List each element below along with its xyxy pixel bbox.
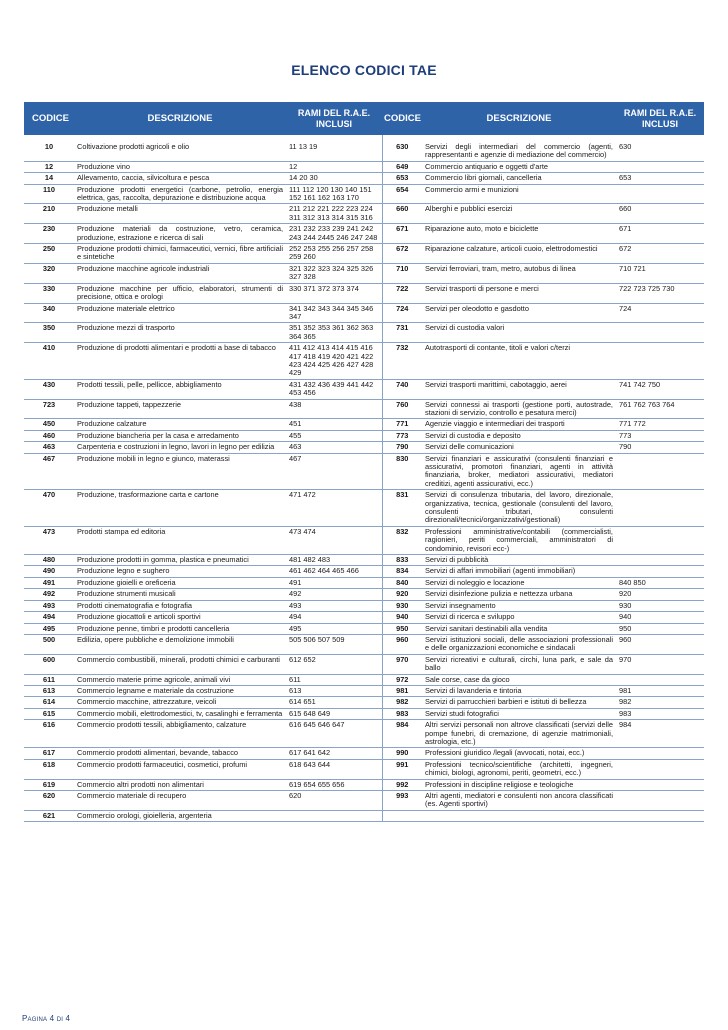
code-left-cell: 493 bbox=[24, 600, 74, 611]
code-right-cell: 830 bbox=[382, 453, 422, 490]
code-right-cell: 671 bbox=[382, 224, 422, 244]
code-right-cell: 740 bbox=[382, 379, 422, 399]
code-left-cell: 480 bbox=[24, 555, 74, 566]
code-right-cell: 972 bbox=[382, 674, 422, 685]
rami-left-cell: 620 bbox=[286, 791, 382, 811]
rami-left-cell: 330 371 372 373 374 bbox=[286, 283, 382, 303]
description-right-cell: Riparazione auto, moto e biciclette bbox=[422, 224, 616, 244]
code-left-cell: 210 bbox=[24, 204, 74, 224]
code-left-cell: 621 bbox=[24, 810, 74, 821]
rami-right-cell bbox=[616, 555, 704, 566]
code-right-cell: 982 bbox=[382, 697, 422, 708]
description-left-cell: Produzione materiale elettrico bbox=[74, 303, 286, 323]
rami-right-cell: 630 bbox=[616, 135, 704, 161]
rami-right-cell bbox=[616, 343, 704, 380]
description-left-cell: Produzione vino bbox=[74, 161, 286, 172]
rami-right-cell bbox=[616, 184, 704, 204]
rami-left-cell: 411 412 413 414 415 416 417 418 419 420 421 422 423 424 425 426 427 428 429 bbox=[286, 343, 382, 380]
description-right-cell: Servizi di affari immobiliari (agenti immobiliari) bbox=[422, 566, 616, 577]
rami-right-cell: 950 bbox=[616, 623, 704, 634]
description-right-cell: Servizi di noleggio e locazione bbox=[422, 577, 616, 588]
rami-right-cell: 653 bbox=[616, 173, 704, 184]
description-right-cell: Commercio armi e munizioni bbox=[422, 184, 616, 204]
table-row bbox=[24, 184, 704, 204]
code-right-cell: 831 bbox=[382, 490, 422, 527]
rami-left-cell: 341 342 343 344 345 346 347 bbox=[286, 303, 382, 323]
table-row bbox=[24, 283, 704, 303]
header-rami-line2: INCLUSI bbox=[642, 118, 678, 129]
description-right-cell: Servizi di lavanderia e tintoria bbox=[422, 685, 616, 696]
rami-left-cell: 491 bbox=[286, 577, 382, 588]
codes-table bbox=[24, 102, 704, 822]
rami-left-cell: 615 648 649 bbox=[286, 708, 382, 719]
rami-left-cell: 495 bbox=[286, 623, 382, 634]
table-row bbox=[24, 244, 704, 264]
code-right-cell: 991 bbox=[382, 759, 422, 779]
rami-right-cell bbox=[616, 810, 704, 821]
rami-right-cell: 982 bbox=[616, 697, 704, 708]
description-left-cell: Produzione, trasformazione carta e cartone bbox=[74, 490, 286, 527]
description-left-cell: Produzione mobili in legno e giunco, materassi bbox=[74, 453, 286, 490]
rami-right-cell: 984 bbox=[616, 720, 704, 748]
description-right-cell: Altri servizi personali non altrove classificati (servizi delle pompe funebri, di cremazione, di agenzie matrimoniali, astrologia, etc.) bbox=[422, 720, 616, 748]
table-row bbox=[24, 634, 704, 654]
description-left-cell: Commercio altri prodotti non alimentari bbox=[74, 779, 286, 790]
table-row bbox=[24, 810, 704, 821]
rami-right-cell: 960 bbox=[616, 634, 704, 654]
description-left-cell: Produzione giocattoli e articoli sportivi bbox=[74, 612, 286, 623]
header-rami-left bbox=[286, 102, 382, 135]
description-left-cell: Prodotti tessili, pelle, pellicce, abbigliamento bbox=[74, 379, 286, 399]
rami-left-cell: 612 652 bbox=[286, 654, 382, 674]
table-row bbox=[24, 708, 704, 719]
description-left-cell: Carpenteria e costruzioni in legno, lavori in legno per edilizia bbox=[74, 442, 286, 453]
rami-left-cell: 14 20 30 bbox=[286, 173, 382, 184]
description-left-cell: Commercio combustibili, minerali, prodotti chimici e carburanti bbox=[74, 654, 286, 674]
code-left-cell: 616 bbox=[24, 720, 74, 748]
code-right-cell: 840 bbox=[382, 577, 422, 588]
code-left-cell: 250 bbox=[24, 244, 74, 264]
rami-left-cell: 481 482 483 bbox=[286, 555, 382, 566]
rami-left-cell: 616 645 646 647 bbox=[286, 720, 382, 748]
code-right-cell: 981 bbox=[382, 685, 422, 696]
description-left-cell: Commercio legname e materiale da costruzione bbox=[74, 685, 286, 696]
description-left-cell: Commercio macchine, attrezzature, veicoli bbox=[74, 697, 286, 708]
code-left-cell: 320 bbox=[24, 263, 74, 283]
rami-right-cell: 724 bbox=[616, 303, 704, 323]
code-right-cell: 724 bbox=[382, 303, 422, 323]
description-left-cell: Commercio materiale di recupero bbox=[74, 791, 286, 811]
rami-left-cell: 455 bbox=[286, 430, 382, 441]
code-left-cell: 467 bbox=[24, 453, 74, 490]
rami-left-cell: 12 bbox=[286, 161, 382, 172]
table-row bbox=[24, 379, 704, 399]
description-right-cell: Servizi di ricerca e sviluppo bbox=[422, 612, 616, 623]
table-row bbox=[24, 442, 704, 453]
rami-left-cell: 492 bbox=[286, 589, 382, 600]
code-right-cell: 630 bbox=[382, 135, 422, 161]
rami-left-cell: 493 bbox=[286, 600, 382, 611]
table-row bbox=[24, 526, 704, 554]
description-right-cell: Servizi connessi ai trasporti (gestione porti, autostrade, stazioni di servizio, controllo e pesatura merci) bbox=[422, 399, 616, 419]
description-right-cell: Servizi di custodia e deposito bbox=[422, 430, 616, 441]
rami-right-cell: 722 723 725 730 bbox=[616, 283, 704, 303]
description-left-cell: Produzione materiali da costruzione, vetro, ceramica, produzione, estrazione e ricerca di sali bbox=[74, 224, 286, 244]
table-row bbox=[24, 490, 704, 527]
description-right-cell: Servizi ricreativi e culturali, circhi, luna park, e sale da ballo bbox=[422, 654, 616, 674]
rami-left-cell: 321 322 323 324 325 326 327 328 bbox=[286, 263, 382, 283]
table-row bbox=[24, 135, 704, 161]
code-right-cell: 834 bbox=[382, 566, 422, 577]
rami-right-cell: 983 bbox=[616, 708, 704, 719]
table-row bbox=[24, 555, 704, 566]
page-title: ELENCO CODICI TAE bbox=[291, 62, 437, 78]
rami-right-cell: 940 bbox=[616, 612, 704, 623]
code-right-cell: 992 bbox=[382, 779, 422, 790]
rami-right-cell: 970 bbox=[616, 654, 704, 674]
code-left-cell: 410 bbox=[24, 343, 74, 380]
table-row bbox=[24, 224, 704, 244]
table-row bbox=[24, 343, 704, 380]
table-row bbox=[24, 612, 704, 623]
header-rami-right bbox=[616, 102, 704, 135]
rami-right-cell: 930 bbox=[616, 600, 704, 611]
rami-right-cell bbox=[616, 161, 704, 172]
description-right-cell: Commercio antiquario e oggetti d'arte bbox=[422, 161, 616, 172]
rami-right-cell: 920 bbox=[616, 589, 704, 600]
code-left-cell: 614 bbox=[24, 697, 74, 708]
code-left-cell: 330 bbox=[24, 283, 74, 303]
rami-right-cell: 981 bbox=[616, 685, 704, 696]
description-right-cell: Servizi di pubblicità bbox=[422, 555, 616, 566]
table-row bbox=[24, 674, 704, 685]
description-right-cell: Servizi sanitari destinabili alla vendita bbox=[422, 623, 616, 634]
description-right-cell: Servizi per oleodotto e gasdotto bbox=[422, 303, 616, 323]
code-left-cell: 12 bbox=[24, 161, 74, 172]
code-right-cell: 790 bbox=[382, 442, 422, 453]
code-left-cell: 600 bbox=[24, 654, 74, 674]
header-description-left: DESCRIZIONE bbox=[74, 102, 286, 135]
code-right-cell: 771 bbox=[382, 419, 422, 430]
description-left-cell: Produzione prodotti energetici (carbone, petrolio, energia elettrica, gas, raccolta, depurazione e distribuzione acqua bbox=[74, 184, 286, 204]
code-left-cell: 350 bbox=[24, 323, 74, 343]
description-left-cell: Produzione macchine per ufficio, elaboratori, strumenti di precisione, ottica e orologi bbox=[74, 283, 286, 303]
rami-left-cell: 505 506 507 509 bbox=[286, 634, 382, 654]
description-right-cell: Commercio libri giornali, cancelleria bbox=[422, 173, 616, 184]
description-right-cell: Servizi istituzioni sociali, delle associazioni professionali e delle organizzazioni economiche e sindacali bbox=[422, 634, 616, 654]
code-left-cell: 723 bbox=[24, 399, 74, 419]
table-row bbox=[24, 453, 704, 490]
table-row bbox=[24, 173, 704, 184]
description-left-cell: Produzione calzature bbox=[74, 419, 286, 430]
code-left-cell: 473 bbox=[24, 526, 74, 554]
code-left-cell: 495 bbox=[24, 623, 74, 634]
code-left-cell: 620 bbox=[24, 791, 74, 811]
table-row bbox=[24, 303, 704, 323]
description-left-cell: Produzione macchine agricole industriali bbox=[74, 263, 286, 283]
code-left-cell: 10 bbox=[24, 135, 74, 161]
table-row bbox=[24, 577, 704, 588]
code-left-cell: 618 bbox=[24, 759, 74, 779]
code-right-cell: 950 bbox=[382, 623, 422, 634]
description-right-cell: Sale corse, case da gioco bbox=[422, 674, 616, 685]
description-right-cell: Servizi delle comunicazioni bbox=[422, 442, 616, 453]
description-right-cell: Autotrasporti di contante, titoli e valori c/terzi bbox=[422, 343, 616, 380]
table-row bbox=[24, 161, 704, 172]
rami-left-cell: 111 112 120 130 140 151 152 161 162 163 170 bbox=[286, 184, 382, 204]
rami-left-cell: 351 352 353 361 362 363 364 365 bbox=[286, 323, 382, 343]
table-row bbox=[24, 600, 704, 611]
code-left-cell: 230 bbox=[24, 224, 74, 244]
description-right-cell: Alberghi e pubblici esercizi bbox=[422, 204, 616, 224]
description-left-cell: Commercio mobili, elettrodomestici, tv, casalinghi e ferramenta bbox=[74, 708, 286, 719]
header-rami-line1: RAMI DEL R.A.E. bbox=[623, 107, 697, 118]
table-row bbox=[24, 263, 704, 283]
code-right-cell: 660 bbox=[382, 204, 422, 224]
code-left-cell: 14 bbox=[24, 173, 74, 184]
code-left-cell: 430 bbox=[24, 379, 74, 399]
description-right-cell: Servizi ferroviari, tram, metro, autobus di linea bbox=[422, 263, 616, 283]
code-left-cell: 110 bbox=[24, 184, 74, 204]
description-right-cell: Servizi di custodia valori bbox=[422, 323, 616, 343]
rami-left-cell: 619 654 655 656 bbox=[286, 779, 382, 790]
rami-left-cell: 471 472 bbox=[286, 490, 382, 527]
rami-right-cell bbox=[616, 791, 704, 811]
rami-left-cell: 611 bbox=[286, 674, 382, 685]
code-left-cell: 490 bbox=[24, 566, 74, 577]
rami-right-cell: 761 762 763 764 bbox=[616, 399, 704, 419]
rami-right-cell: 710 721 bbox=[616, 263, 704, 283]
table-row bbox=[24, 430, 704, 441]
code-right-cell: 731 bbox=[382, 323, 422, 343]
description-right-cell: Agenzie viaggio e intermediari dei trasporti bbox=[422, 419, 616, 430]
code-right-cell: 920 bbox=[382, 589, 422, 600]
description-left-cell: Produzione mezzi di trasporto bbox=[74, 323, 286, 343]
rami-left-cell: 617 641 642 bbox=[286, 748, 382, 759]
rami-right-cell bbox=[616, 566, 704, 577]
header-rami-line2: INCLUSI bbox=[316, 118, 352, 129]
table-row bbox=[24, 204, 704, 224]
rami-right-cell: 771 772 bbox=[616, 419, 704, 430]
code-right-cell: 990 bbox=[382, 748, 422, 759]
description-left-cell: Produzione di prodotti alimentari e prodotti a base di tabacco bbox=[74, 343, 286, 380]
table-row bbox=[24, 759, 704, 779]
rami-right-cell bbox=[616, 759, 704, 779]
description-left-cell: Produzione metalli bbox=[74, 204, 286, 224]
table-row bbox=[24, 685, 704, 696]
header-description-right: DESCRIZIONE bbox=[422, 102, 616, 135]
rami-right-cell bbox=[616, 779, 704, 790]
table-row bbox=[24, 654, 704, 674]
header-code-right: CODICE bbox=[382, 102, 422, 135]
description-right-cell: Servizi studi fotografici bbox=[422, 708, 616, 719]
rami-left-cell: 11 13 19 bbox=[286, 135, 382, 161]
rami-right-cell bbox=[616, 674, 704, 685]
table-row bbox=[24, 791, 704, 811]
rami-right-cell: 672 bbox=[616, 244, 704, 264]
code-right-cell: 833 bbox=[382, 555, 422, 566]
description-right-cell: Professioni in discipline religiose e teologiche bbox=[422, 779, 616, 790]
table-row bbox=[24, 323, 704, 343]
description-left-cell: Edilizia, opere pubbliche e demolizione immobili bbox=[74, 634, 286, 654]
code-left-cell: 450 bbox=[24, 419, 74, 430]
rami-left-cell bbox=[286, 810, 382, 821]
rami-right-cell bbox=[616, 490, 704, 527]
description-left-cell: Produzione prodotti chimici, farmaceutici, vernici, fibre artificiali e sintetiche bbox=[74, 244, 286, 264]
code-right-cell: 940 bbox=[382, 612, 422, 623]
code-right-cell: 722 bbox=[382, 283, 422, 303]
rami-right-cell bbox=[616, 526, 704, 554]
code-left-cell: 340 bbox=[24, 303, 74, 323]
code-right-cell: 654 bbox=[382, 184, 422, 204]
code-right-cell bbox=[382, 810, 422, 821]
rami-right-cell bbox=[616, 453, 704, 490]
table-row bbox=[24, 779, 704, 790]
description-right-cell: Altri agenti, mediatori e consulenti non ancora classificati (es. Agenti sportivi) bbox=[422, 791, 616, 811]
table-row bbox=[24, 566, 704, 577]
code-right-cell: 970 bbox=[382, 654, 422, 674]
rami-right-cell: 840 850 bbox=[616, 577, 704, 588]
code-left-cell: 613 bbox=[24, 685, 74, 696]
description-left-cell: Produzione legno e sughero bbox=[74, 566, 286, 577]
description-left-cell: Produzione prodotti in gomma, plastica e pneumatici bbox=[74, 555, 286, 566]
code-left-cell: 494 bbox=[24, 612, 74, 623]
rami-left-cell: 211 212 221 222 223 224 311 312 313 314 315 316 bbox=[286, 204, 382, 224]
rami-left-cell: 252 253 255 256 257 258 259 260 bbox=[286, 244, 382, 264]
description-left-cell: Produzione tappeti, tappezzerie bbox=[74, 399, 286, 419]
code-left-cell: 491 bbox=[24, 577, 74, 588]
page-footer: Pagina 4 di 4 bbox=[22, 1014, 71, 1023]
rami-left-cell: 431 432 436 439 441 442 453 456 bbox=[286, 379, 382, 399]
code-left-cell: 619 bbox=[24, 779, 74, 790]
rami-left-cell: 473 474 bbox=[286, 526, 382, 554]
code-right-cell: 710 bbox=[382, 263, 422, 283]
table-row bbox=[24, 623, 704, 634]
code-left-cell: 463 bbox=[24, 442, 74, 453]
rami-left-cell: 618 643 644 bbox=[286, 759, 382, 779]
description-left-cell: Produzione penne, timbri e prodotti cancelleria bbox=[74, 623, 286, 634]
code-right-cell: 983 bbox=[382, 708, 422, 719]
code-left-cell: 492 bbox=[24, 589, 74, 600]
code-right-cell: 984 bbox=[382, 720, 422, 748]
rami-left-cell: 231 232 233 239 241 242 243 244 2445 246 247 248 bbox=[286, 224, 382, 244]
code-right-cell: 732 bbox=[382, 343, 422, 380]
description-left-cell: Allevamento, caccia, silvicoltura e pesca bbox=[74, 173, 286, 184]
header-code-left: CODICE bbox=[24, 102, 74, 135]
description-left-cell: Commercio orologi, gioielleria, argenteria bbox=[74, 810, 286, 821]
description-left-cell: Commercio materie prime agricole, animali vivi bbox=[74, 674, 286, 685]
rami-left-cell: 467 bbox=[286, 453, 382, 490]
code-left-cell: 617 bbox=[24, 748, 74, 759]
table-header-row bbox=[24, 102, 704, 135]
code-right-cell: 672 bbox=[382, 244, 422, 264]
description-left-cell: Prodotti cinematografia e fotografia bbox=[74, 600, 286, 611]
code-left-cell: 500 bbox=[24, 634, 74, 654]
description-right-cell: Professioni tecnico/scientifiche (architetti, ingegneri, chimici, biologi, agronomi, periti, geometri, ecc.) bbox=[422, 759, 616, 779]
rami-left-cell: 438 bbox=[286, 399, 382, 419]
rami-left-cell: 463 bbox=[286, 442, 382, 453]
rami-left-cell: 614 651 bbox=[286, 697, 382, 708]
table-row bbox=[24, 748, 704, 759]
description-left-cell: Produzione biancheria per la casa e arredamento bbox=[74, 430, 286, 441]
description-left-cell: Produzione gioielli e oreficeria bbox=[74, 577, 286, 588]
rami-right-cell: 671 bbox=[616, 224, 704, 244]
description-right-cell: Servizi trasporti di persone e merci bbox=[422, 283, 616, 303]
description-right-cell: Servizi trasporti marittimi, cabotaggio, aerei bbox=[422, 379, 616, 399]
rami-left-cell: 451 bbox=[286, 419, 382, 430]
rami-right-cell: 773 bbox=[616, 430, 704, 441]
code-right-cell: 832 bbox=[382, 526, 422, 554]
table-row bbox=[24, 419, 704, 430]
description-right-cell: Servizi degli intermediari del commercio (agenti, rappresentanti e agenzie di mediazione del commercio) bbox=[422, 135, 616, 161]
description-right-cell: Servizi disinfezione pulizia e nettezza urbana bbox=[422, 589, 616, 600]
rami-left-cell: 494 bbox=[286, 612, 382, 623]
code-right-cell: 930 bbox=[382, 600, 422, 611]
description-right-cell: Professioni amministrative/contabili (commercialisti, ragionieri, periti commerciali, amministratori di condominio, revisori ecc-) bbox=[422, 526, 616, 554]
description-right-cell: Servizi di consulenza tributaria, del lavoro, direzionale, organizzativa, tecnica, gestionale (consulenti del lavoro, consulenti tributari, consulenti direzionali/tecnici/organizzativi/gestionali) bbox=[422, 490, 616, 527]
table-row bbox=[24, 399, 704, 419]
description-right-cell: Riparazione calzature, articoli cuoio, elettrodomestici bbox=[422, 244, 616, 264]
code-left-cell: 615 bbox=[24, 708, 74, 719]
description-left-cell: Commercio prodotti farmaceutici, cosmetici, profumi bbox=[74, 759, 286, 779]
description-left-cell: Coltivazione prodotti agricoli e olio bbox=[74, 135, 286, 161]
rami-right-cell bbox=[616, 748, 704, 759]
rami-left-cell: 461 462 464 465 466 bbox=[286, 566, 382, 577]
code-right-cell: 773 bbox=[382, 430, 422, 441]
description-left-cell: Commercio prodotti alimentari, bevande, tabacco bbox=[74, 748, 286, 759]
rami-right-cell bbox=[616, 323, 704, 343]
description-left-cell: Commercio prodotti tessili, abbigliamento, calzature bbox=[74, 720, 286, 748]
code-right-cell: 653 bbox=[382, 173, 422, 184]
rami-right-cell: 790 bbox=[616, 442, 704, 453]
table-row bbox=[24, 589, 704, 600]
table-row bbox=[24, 720, 704, 748]
description-right-cell bbox=[422, 810, 616, 821]
description-right-cell: Servizi finanziari e assicurativi (consulenti finanziari e assicurativi, promotori finanziari, agenti in attività finanziaria, broker, mediatori assicurativi, mediatori creditizi, agenti assicurativi, ecc.) bbox=[422, 453, 616, 490]
rami-left-cell: 613 bbox=[286, 685, 382, 696]
code-left-cell: 460 bbox=[24, 430, 74, 441]
description-right-cell: Professioni giuridico /legali (avvocati, notai, ecc.) bbox=[422, 748, 616, 759]
description-right-cell: Servizi insegnamento bbox=[422, 600, 616, 611]
description-left-cell: Prodotti stampa ed editoria bbox=[74, 526, 286, 554]
description-left-cell: Produzione strumenti musicali bbox=[74, 589, 286, 600]
code-right-cell: 649 bbox=[382, 161, 422, 172]
description-right-cell: Servizi di parrucchieri barbieri e istituti di bellezza bbox=[422, 697, 616, 708]
code-right-cell: 760 bbox=[382, 399, 422, 419]
rami-right-cell: 741 742 750 bbox=[616, 379, 704, 399]
code-right-cell: 960 bbox=[382, 634, 422, 654]
rami-right-cell: 660 bbox=[616, 204, 704, 224]
code-left-cell: 611 bbox=[24, 674, 74, 685]
table-row bbox=[24, 697, 704, 708]
code-right-cell: 993 bbox=[382, 791, 422, 811]
header-rami-line1: RAMI DEL R.A.E. bbox=[297, 107, 371, 118]
code-left-cell: 470 bbox=[24, 490, 74, 527]
